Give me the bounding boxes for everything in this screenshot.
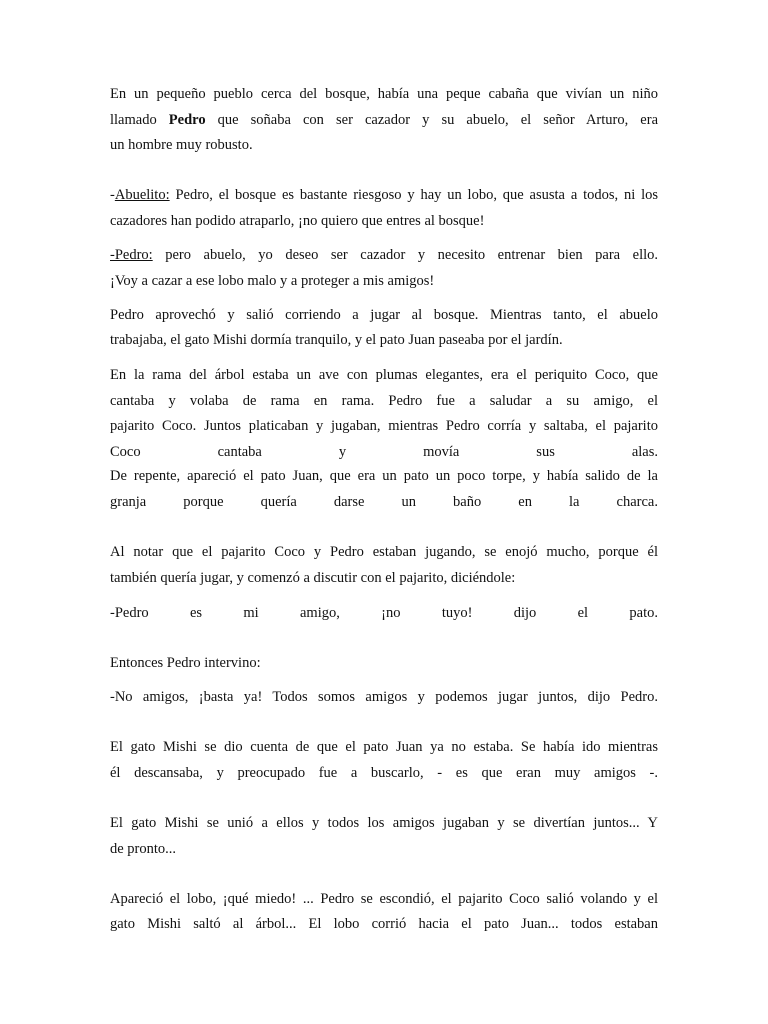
p10-line-1: El gato Mishi se dio cuenta de que el pato Juan ya no estaba. Se había ido mientras <box>110 739 658 755</box>
p3-line-1 <box>110 245 658 265</box>
p8-line-1: Entonces Pedro intervino: <box>110 655 261 671</box>
p3-line-1-text: pero abuelo, yo deseo ser cazador y necesito entrenar bien para ello. <box>165 247 658 263</box>
p11-line-1: El gato Mishi se unió a ellos y todos los amigos jugaban y se divertían juntos... Y <box>110 815 658 831</box>
p5-line-4: Coco cantaba y movía sus alas. <box>110 444 658 460</box>
p1-line-3: un hombre muy robusto. <box>110 137 253 153</box>
p6-line-2: también quería jugar, y comenzó a discutir con el pajarito, diciéndole: <box>110 570 516 586</box>
p2-dash: - <box>110 187 115 203</box>
p1-line-2-end: que soñaba con ser cazador y su abuelo, el señor Arturo, era <box>217 112 659 128</box>
p5-line-3: pajarito Coco. Juntos platicaban y jugaban, mientras Pedro corría y saltaba, el pajarito <box>110 418 658 434</box>
p5-line-6: granja porque quería darse un baño en la charca. <box>110 494 658 510</box>
p11-line-2: de pronto... <box>110 841 177 857</box>
p4-line-2: trabajaba, el gato Mishi dormía tranquilo, y el pato Juan paseaba por el jardín. <box>110 332 563 348</box>
p2-line-1-text: Pedro, el bosque es bastante riesgoso y hay un lobo, que asusta a todos, ni los <box>169 187 658 203</box>
p4-line-1: Pedro aprovechó y salió corriendo a jugar al bosque. Mientras tanto, el abuelo <box>110 307 658 323</box>
speaker-abuelito: Abuelito: <box>114 187 170 203</box>
p12-line-2: gato Mishi saltó al árbol... El lobo corrió hacia el pato Juan... todos estaban <box>110 916 658 932</box>
p7-line-1: -Pedro es mi amigo, ¡no tuyo! dijo el pato. <box>110 605 658 621</box>
p5-line-1: En la rama del árbol estaba un ave con plumas elegantes, era el periquito Coco, que <box>110 367 658 383</box>
p10-line-2: él descansaba, y preocupado fue a buscarlo, - es que eran muy amigos -. <box>110 765 658 781</box>
p2-line-2: cazadores han podido atraparlo, ¡no quiero que entres al bosque! <box>110 213 485 229</box>
p2-line-1 <box>110 185 658 205</box>
p6-line-1: Al notar que el pajarito Coco y Pedro estaban jugando, se enojó mucho, porque él <box>110 544 658 560</box>
p5-line-2: cantaba y volaba de rama en rama. Pedro fue a saludar a su amigo, el <box>110 393 658 409</box>
p1-line-2-start: llamado <box>110 112 157 128</box>
speaker-pedro: -Pedro: <box>110 247 153 263</box>
p3-line-2: ¡Voy a cazar a ese lobo malo y a proteger a mis amigos! <box>110 273 435 289</box>
p9-line-1: -No amigos, ¡basta ya! Todos somos amigos y podemos jugar juntos, dijo Pedro. <box>110 689 658 705</box>
p5-line-5: De repente, apareció el pato Juan, que era un pato un poco torpe, y había salido de la <box>110 468 658 484</box>
character-name-pedro: Pedro <box>168 112 206 128</box>
p12-line-1: Apareció el lobo, ¡qué miedo! ... Pedro se escondió, el pajarito Coco salió volando y el <box>110 891 658 907</box>
p1-line-2 <box>110 110 658 130</box>
p1-line-1: En un pequeño pueblo cerca del bosque, había una peque cabaña que vivían un niño <box>110 86 658 102</box>
